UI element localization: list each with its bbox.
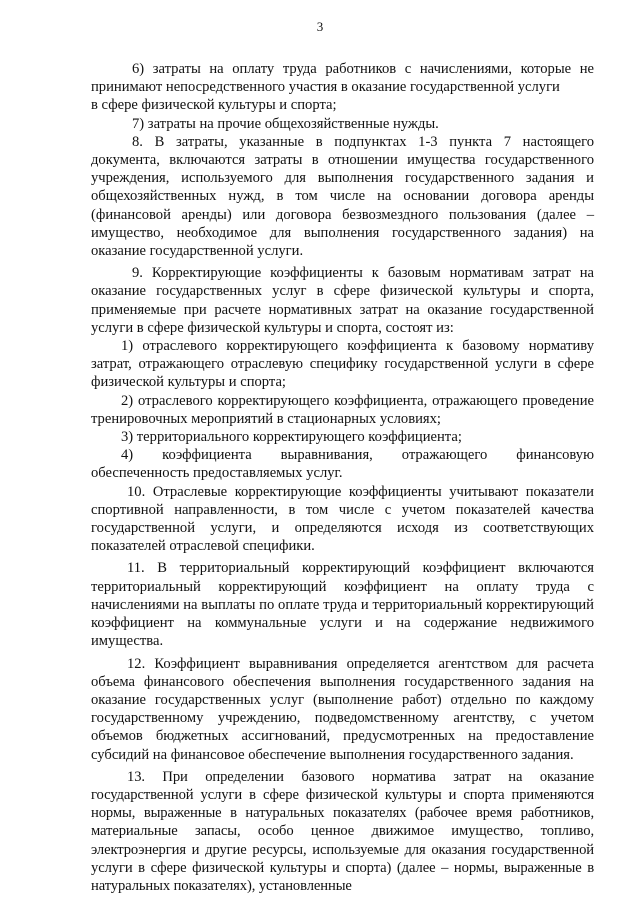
paragraph-clause-10: 10. Отраслевые корректирующие коэффициенты учитывают показатели спортивной направленности, в том числе с учетом показателей качества государственной услуги, и определяются исходя из соответствующих показателей отраслевой специфики. — [91, 483, 594, 555]
paragraph-clause-12: 12. Коэффициент выравнивания определяется агентством для расчета объема финансового обеспечения выполнения государственного задания на оказание государственных услуг (выполнение работ) отдельно по каждому государственному учреждению, подведомственному агентству, с учетом объемов бюджетных ассигнований, предусмотренных на предоставление субсидий на финансовое обеспечение выполнения государственного задания. — [91, 655, 594, 763]
paragraph-subitem-3: 3) территориального корректирующего коэффициента; — [121, 429, 462, 446]
paragraph-clause-13: 13. При определении базового норматива затрат на оказание государственной услуги в сфере физической культуры и спорта применяются нормы, выраженные в натуральных показателях (рабочее время работников, материальные запасы, особо ценное движимое имущество, топливо, электроэнергия и другие ресурсы, используемые для оказания государственной услуги в сфере физической культуры и спорта) (далее – нормы, выраженные в натуральных показателях), установленные — [91, 768, 594, 894]
paragraph-subitem-4: 4) коэффициента выравнивания, отражающего финансовую обеспеченность предоставляемых услуг. — [91, 447, 594, 482]
paragraph-item-6-cont: в сфере физической культуры и спорта; — [91, 97, 337, 114]
paragraph-subitem-1: 1) отраслевого корректирующего коэффициента к базовому нормативу затрат, отражающего отраслевую специфику государственной услуги в сфере физической культуры и спорта; — [91, 338, 594, 391]
paragraph-clause-8: 8. В затраты, указанные в подпунктах 1-3 пункта 7 настоящего документа, включаются затраты в отношении имущества государственного учреждения, используемого для выполнения государственного задания и общехозяйственных нужд, в том числе на основании договора аренды (финансовой аренды) или договора безвозмездного пользования (далее – имущество, необходимое для выполнения государственного задания) на оказание государственной услуги. — [91, 133, 594, 260]
paragraph-item-6: 6) затраты на оплату труда работников с начислениями, которые не принимают непосредственного участия в оказание государственной услуги — [91, 61, 594, 96]
page-number: 3 — [316, 19, 324, 34]
document-body — [91, 60, 594, 895]
paragraph-clause-9: 9. Корректирующие коэффициенты к базовым нормативам затрат на оказание государственных услуг в сфере физической культуры и спорта, применяемые при расчете нормативных затрат на оказание государственной услуги в сфере физической культуры и спорта, состоят из: — [91, 265, 594, 336]
paragraph-item-7: 7) затраты на прочие общехозяйственные нужды. — [132, 115, 439, 132]
paragraph-subitem-2: 2) отраслевого корректирующего коэффициента, отражающего проведение тренировочных мероприятий в стационарных условиях; — [91, 392, 594, 427]
paragraph-clause-11: 11. В территориальный корректирующий коэффициент включаются территориальный корректирующий коэффициент на оплату труда с начислениями на выплаты по оплате труда и территориальный корректирующий коэффициент на коммунальные услуги и на содержание недвижимого имущества. — [91, 560, 594, 650]
